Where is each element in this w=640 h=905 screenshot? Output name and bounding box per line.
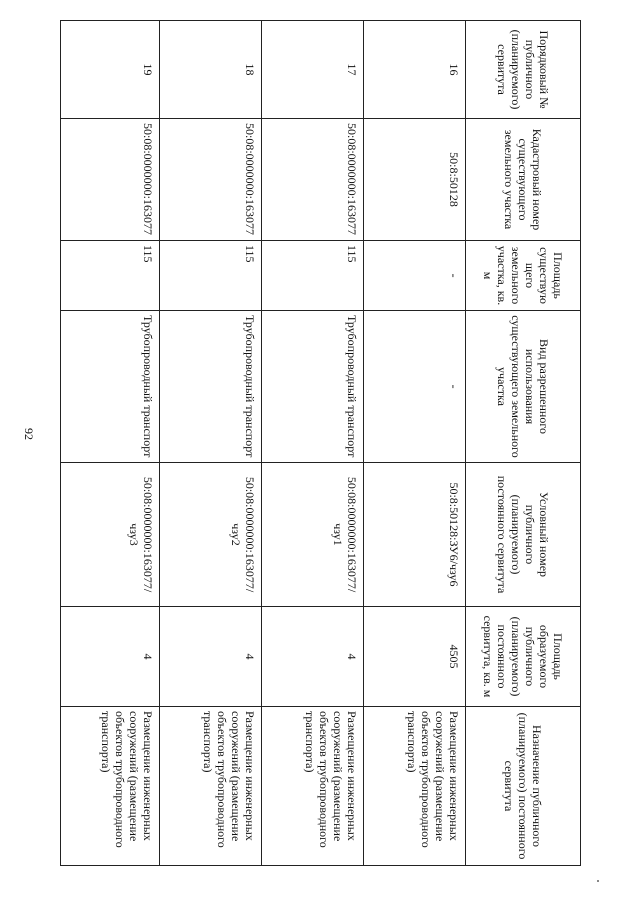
cell-conditional-number: 50:8:50128:ЗУ6/чзу6: [364, 463, 466, 607]
servitude-table: [60, 20, 581, 866]
servitude-table-container: [61, 20, 581, 865]
cell-serial-number: 19: [61, 21, 160, 119]
cell-servitude-area: 4505: [364, 607, 466, 707]
header-conditional-number: Условный номер публичного (планируемого) постоянного сервитута: [466, 463, 581, 607]
cell-servitude-purpose: Размещение инженерных сооружений (размещение объектов трубопроводного транспорта): [61, 707, 160, 866]
cell-permitted-use: Трубопроводный транспорт: [160, 311, 262, 463]
cell-serial-number: 16: [364, 21, 466, 119]
cell-plot-area: -: [364, 241, 466, 311]
table-row: [61, 21, 160, 866]
cell-servitude-area: 4: [262, 607, 364, 707]
header-servitude-area: Площадь образуемого публичного (планируемого) постоянного сервитута, кв. м: [466, 607, 581, 707]
cell-conditional-number: 50:08:0000000:163077/чзу1: [262, 463, 364, 607]
table-header-row: [466, 21, 581, 866]
cell-cadastral-number: 50:08:0000000:163077: [262, 119, 364, 241]
header-permitted-use: Вид разрешенного использования существующего земельного участка: [466, 311, 581, 463]
table-row: [364, 21, 466, 866]
cell-servitude-purpose: Размещение инженерных сооружений (размещение объектов трубопроводного транспорта): [262, 707, 364, 866]
cell-cadastral-number: 50:8:50128: [364, 119, 466, 241]
cell-permitted-use: Трубопроводный транспорт: [262, 311, 364, 463]
cell-servitude-area: 4: [160, 607, 262, 707]
cell-plot-area: 115: [262, 241, 364, 311]
cell-cadastral-number: 50:08:0000000:163077: [160, 119, 262, 241]
table-row: [160, 21, 262, 866]
page-number: 92: [22, 428, 36, 440]
cell-cadastral-number: 50:08:0000000:163077: [61, 119, 160, 241]
cell-permitted-use: -: [364, 311, 466, 463]
cell-plot-area: 115: [61, 241, 160, 311]
cell-permitted-use: Трубопроводный транспорт: [61, 311, 160, 463]
cell-servitude-area: 4: [61, 607, 160, 707]
header-cadastral-number: Кадастровый номер существующего земельного участка: [466, 119, 581, 241]
cell-servitude-purpose: Размещение инженерных сооружений (размещение объектов трубопроводного транспорта): [160, 707, 262, 866]
cell-plot-area: 115: [160, 241, 262, 311]
header-plot-area: Площадь существую щего земельного участка, кв. м: [466, 241, 581, 311]
header-serial-number: Порядковый № публичного (планируемого) сервитута: [466, 21, 581, 119]
cell-servitude-purpose: Размещение инженерных сооружений (размещение объектов трубопроводного транспорта): [364, 707, 466, 866]
cell-conditional-number: 50:08:0000000:163077/чзу2: [160, 463, 262, 607]
scan-speck: [597, 880, 599, 882]
cell-serial-number: 18: [160, 21, 262, 119]
cell-conditional-number: 50:08:0000000:163077/чзу3: [61, 463, 160, 607]
cell-serial-number: 17: [262, 21, 364, 119]
header-servitude-purpose: Назначение публичного (планируемого) постоянного сервитута: [466, 707, 581, 866]
table-row: [262, 21, 364, 866]
